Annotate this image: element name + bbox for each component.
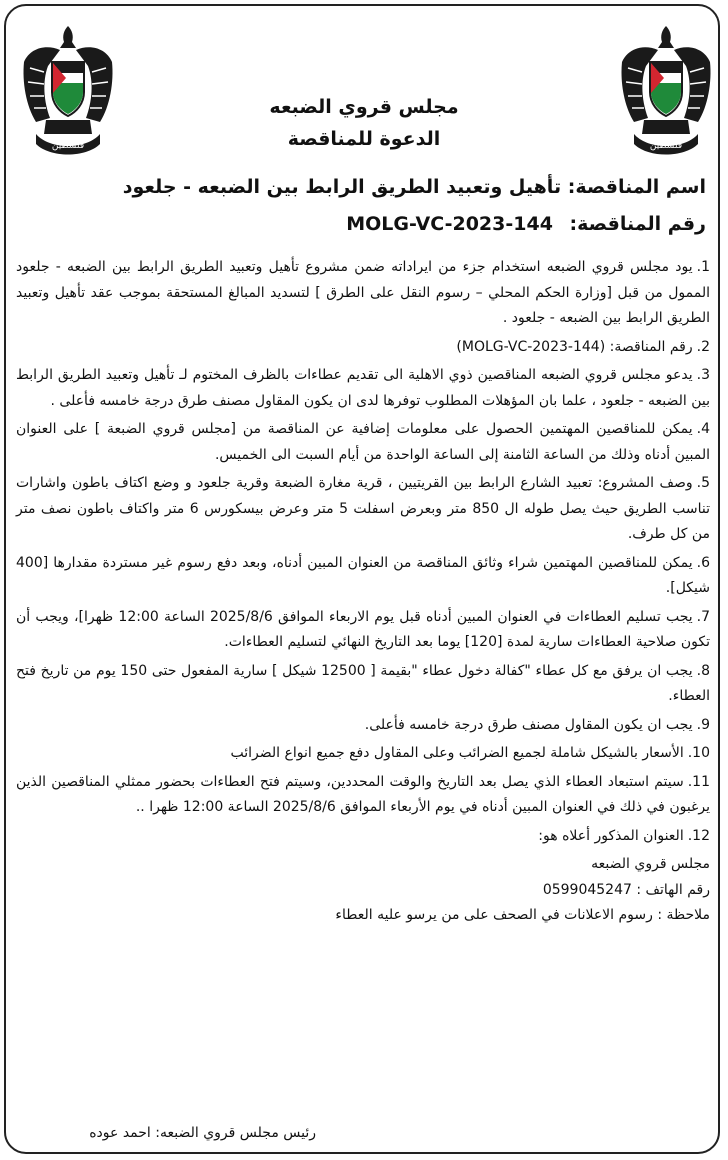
item-number: 2. <box>696 338 710 355</box>
item-number: 1. <box>696 259 710 275</box>
emblem-caption: فلسطين <box>51 141 85 151</box>
list-item-4 <box>16 417 710 468</box>
item-number: 7. <box>696 608 711 625</box>
list-item-5 <box>16 471 710 548</box>
item-text: وصف المشروع: تعبيد الشارع الرابط بين القريتيين ، قرية مغارة الضبعة وقرية جلعود و وضع اكتاف باطون واشارات تناسب الطريق حيث يصل طوله ال 850 متر وبعرض اسفلت 5 متر وعرض بيسكورس 6 متر واكتاف باطون نصف متر من كل طرف. <box>16 475 710 542</box>
document-body <box>16 255 710 929</box>
item-text: يجب ان يكون المقاول مصنف طرق درجة خامسه فأعلى. <box>364 716 693 733</box>
item-number: 6. <box>696 554 710 571</box>
tender-number-label: رقم المناقصة: <box>569 213 706 235</box>
ads-note: ملاحظة : رسوم الاعلانات في الصحف على من يرسو عليه العطاء <box>335 907 710 923</box>
list-item-2 <box>16 335 710 361</box>
signature-line: رئيس مجلس قروي الضبعه: احمد عوده <box>89 1125 316 1141</box>
council-name: مجلس قروي الضبعه <box>269 96 459 118</box>
list-item-9 <box>16 713 710 739</box>
document-header <box>0 96 728 150</box>
call-title: الدعوة للمناقصة <box>287 128 441 150</box>
list-item-1 <box>16 255 710 332</box>
item-text: يمكن للمناقصين المهتمين شراء وثائق المناقصة من العنوان المبين أدناه، وبعد دفع رسوم غير مستردة مقدارها [400 شيكل]. <box>16 554 710 596</box>
tender-name: تأهيل وتعبيد الطريق الرابط بين الضبعه - جلعود <box>122 176 562 198</box>
list-item-12 <box>16 824 710 850</box>
list-item-8 <box>16 659 710 710</box>
tender-name-label: اسم المناقصة: <box>567 176 706 198</box>
item-number: 10. <box>687 745 710 761</box>
list-item-3 <box>16 363 710 414</box>
item-number: 4. <box>696 421 710 437</box>
item-number: 11. <box>687 773 710 790</box>
address-name: مجلس قروي الضبعه <box>591 856 710 872</box>
address-block <box>16 852 710 929</box>
item-number: 9. <box>696 716 710 733</box>
phone-line <box>16 878 710 904</box>
item-text: العنوان المذكور أعلاه هو: <box>538 827 684 844</box>
list-item-7 <box>16 605 710 656</box>
emblem-caption: فلسطين <box>649 141 683 151</box>
list-item-10 <box>16 741 710 767</box>
list-item-6 <box>16 551 710 602</box>
item-text: يمكن للمناقصين المهتمين الحصول على معلومات إضافية عن المناقصة من [مجلس قروي الضبعة ] على العنوان المبين أدناه وذلك من الساعة الثامنة إلى الساعة الواحدة من أيام السبت الى الخميس. <box>16 421 710 463</box>
phone-label: رقم الهاتف : <box>636 881 710 898</box>
list-item-11 <box>16 770 710 821</box>
item-text: رقم المناقصة: (MOLG-VC-2023-144) <box>456 338 693 355</box>
item-text: يدعو مجلس قروي الضبعه المناقصين ذوي الاهلية الى تقديم عطاءات بالظرف المختوم لـ تأهيل وتعبيد الطريق الرابط بين الضبعه - جلعود ، علما بان المؤهلات المطلوب توفرها لدى ان يكون المقاول مصنف طرق درجة خامسه فأعلى . <box>16 367 710 409</box>
item-text: يجب ان يرفق مع كل عطاء "كفالة دخول عطاء "بقيمة [ 12500 شيكل ] سارية المفعول حتى 150 يوم من تاريخ فتح العطاء. <box>16 662 710 704</box>
item-number: 12. <box>687 827 710 844</box>
tender-number: MOLG-VC-2023-144 <box>346 213 553 235</box>
phone-number: 0599045247 <box>542 881 632 898</box>
item-text: يجب تسليم العطاءات في العنوان المبين أدناه قبل يوم الاربعاء الموافق 2025/8/6 الساعة 12:00 ظهرا]، ويجب أن تكون صلاحية العطاءات سارية لمدة [120] يوما بعد التاريخ النهائي لتسليم العطاءات. <box>16 608 710 650</box>
item-text: الأسعار بالشيكل شاملة لجميع الضرائب وعلى المقاول دفع جميع انواع الضرائب <box>230 745 684 761</box>
item-text: سيتم استبعاد العطاء الذي يصل بعد التاريخ والوقت المحددين، وسيتم فتح العطاءات بحضور ممثلي المناقصين الذين يرغبون في ذلك في العنوان المبين أدناه في يوم الأربعاء الموافق 2025/8/6 الساعة 12:00 ظهرا .. <box>16 773 710 815</box>
item-number: 8. <box>696 662 710 679</box>
item-text: يود مجلس قروي الضبعه استخدام جزء من ايراداته ضمن مشروع تأهيل وتعبيد الطريق الرابط بين الضبعه - جلعود الممول من قبل [وزارة الحكم المحلي – رسوم النقل على الطرق ] لتسديد المبالغ المستحقة بموجب عقد تأهيل وتعبيد الطريق الرابط بين الضبعه - جلعود . <box>16 259 710 326</box>
item-number: 3. <box>696 367 710 383</box>
item-number: 5. <box>696 475 710 491</box>
tender-number-line <box>346 213 706 235</box>
tender-name-line <box>16 176 706 198</box>
